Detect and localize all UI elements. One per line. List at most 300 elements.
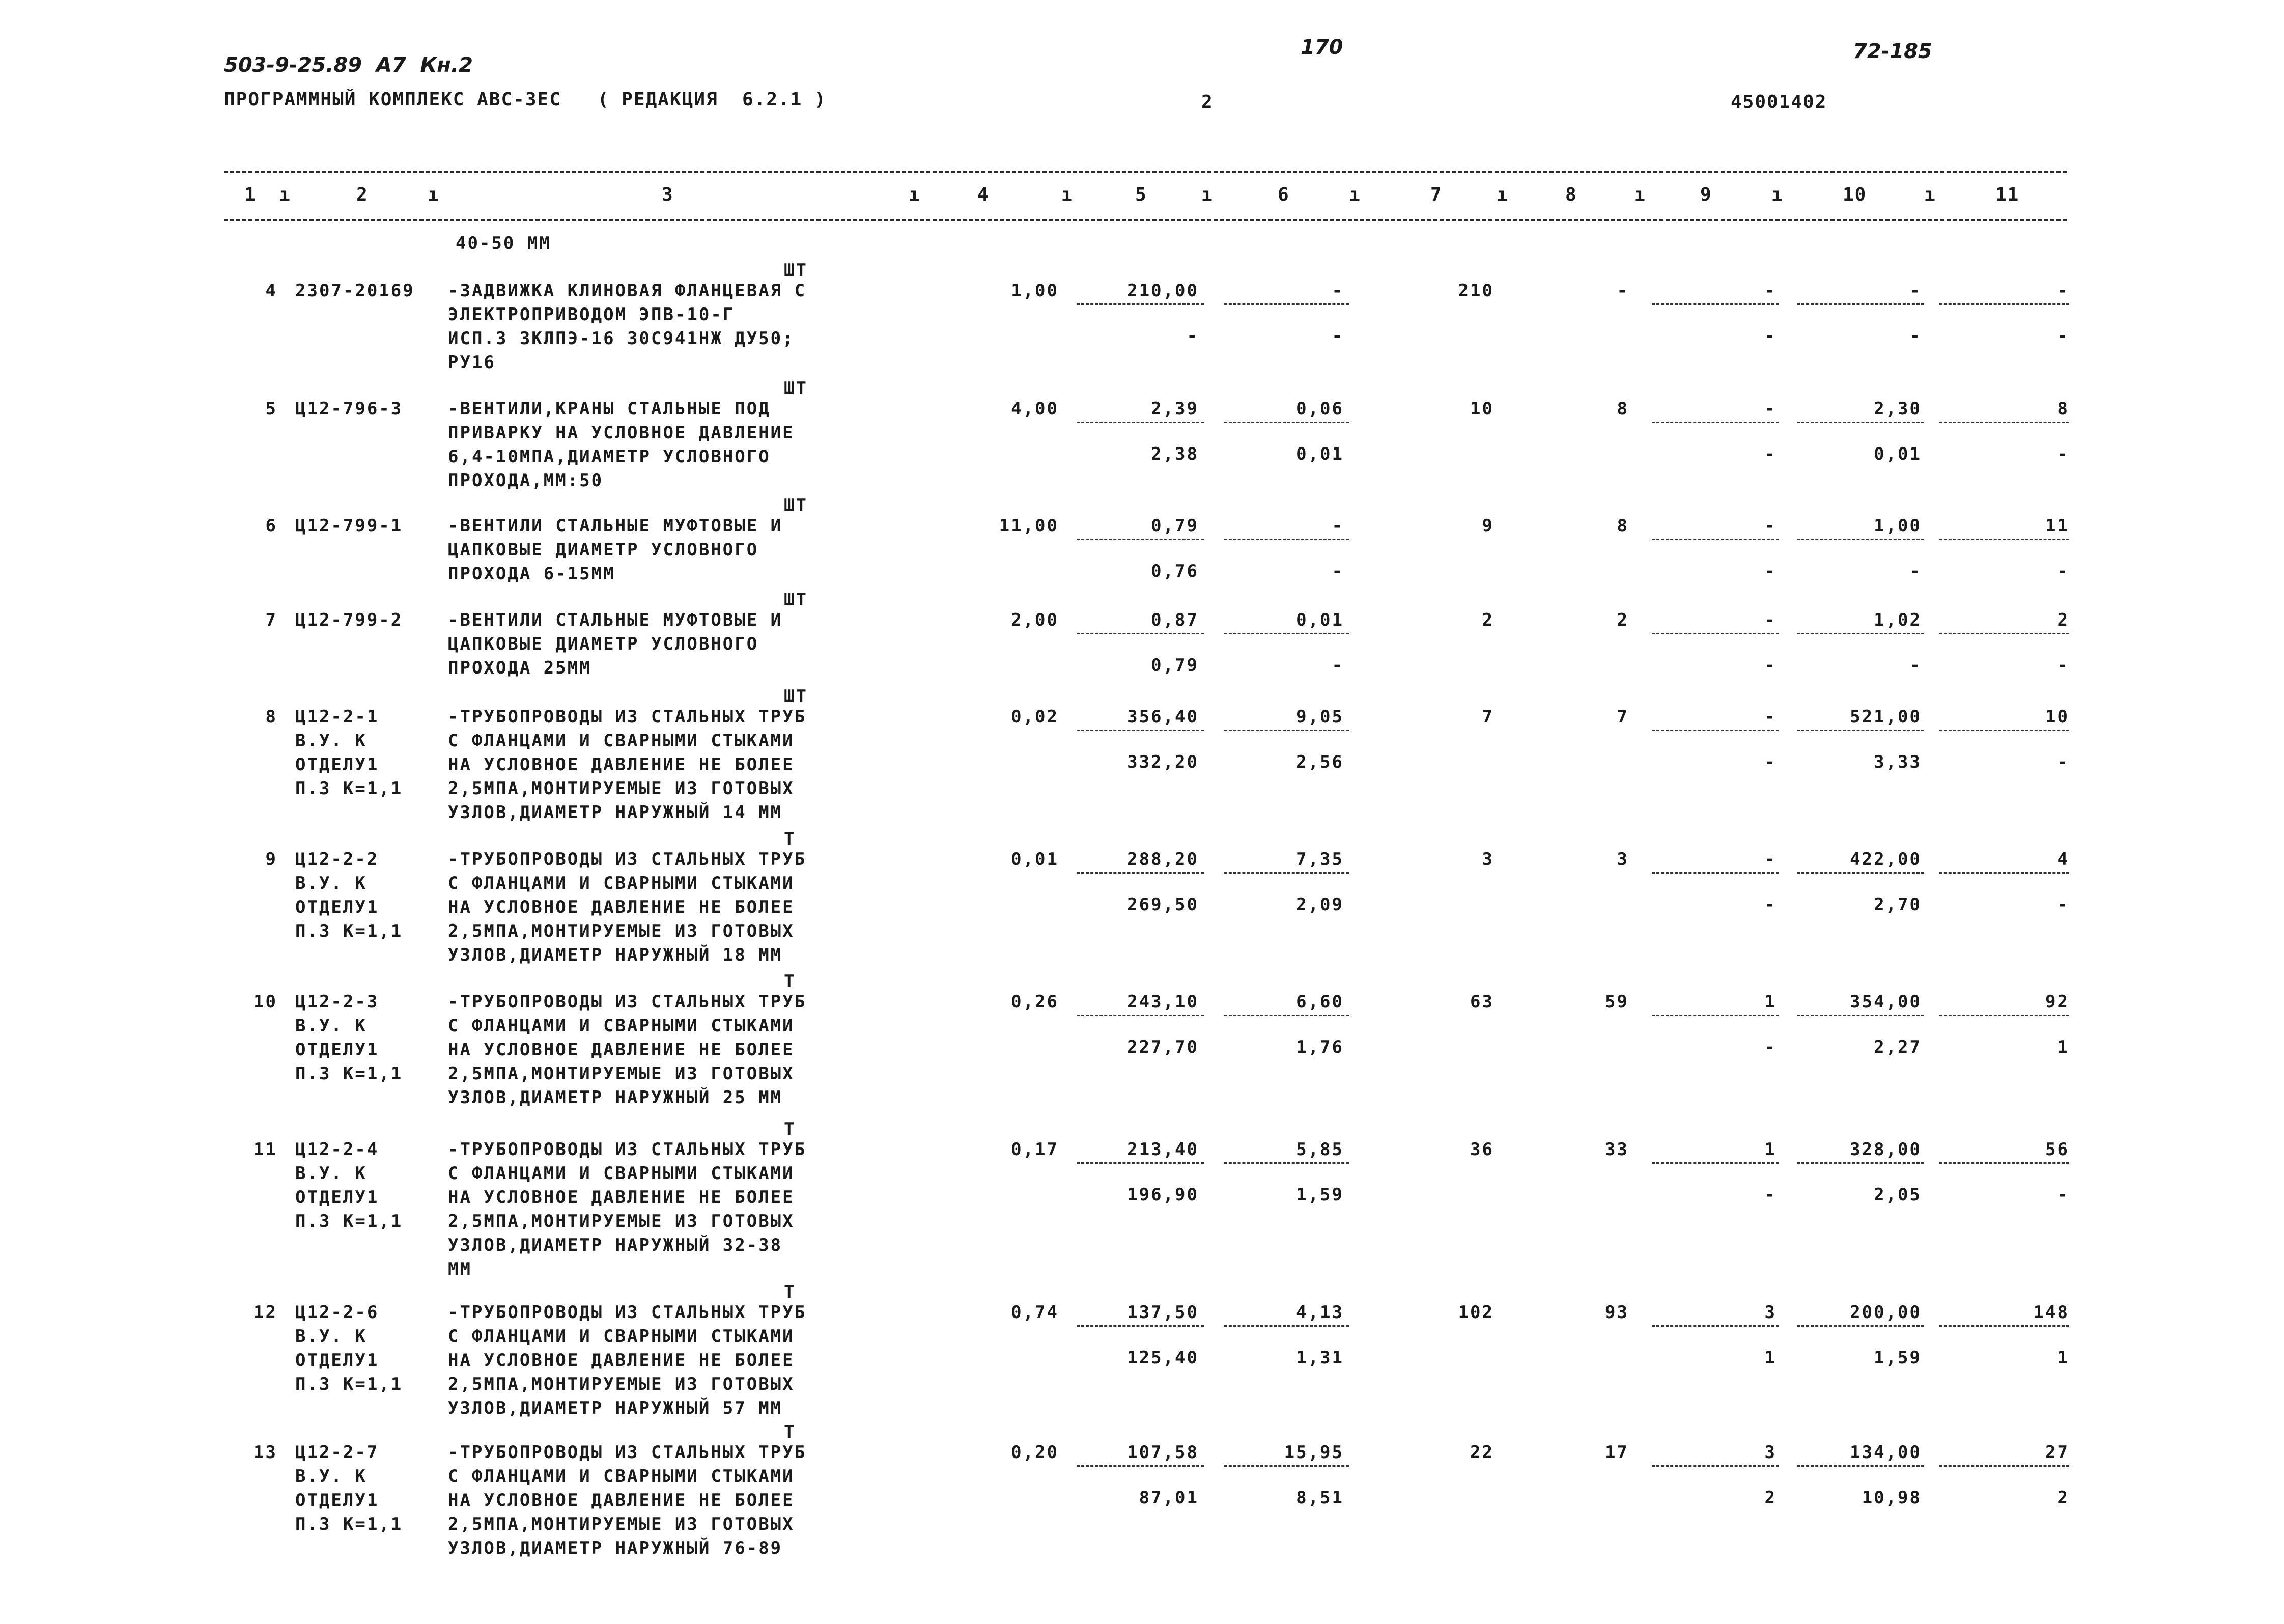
cell-divider [1652, 422, 1779, 423]
machinery-total-sub-value: - [1764, 326, 1777, 346]
total-cost-value: 10 [1470, 399, 1494, 419]
machinery-cost-value: 6,60 [1296, 992, 1344, 1012]
rate-code: ОТДЕЛУ1 [295, 1490, 379, 1510]
work-description: НА УСЛОВНОЕ ДАВЛЕНИЕ НЕ БОЛЕЕ [448, 1350, 795, 1370]
handwritten-sheet-number: 170 [1301, 36, 1343, 59]
work-description: УЗЛОВ,ДИАМЕТР НАРУЖНЫЙ 32-38 [448, 1235, 783, 1255]
column-separator: ı [1771, 184, 1784, 205]
machinery-cost-value: 0,06 [1296, 399, 1344, 419]
rate-code: П.3 К=1,1 [295, 1374, 403, 1394]
rate-code: П.3 К=1,1 [295, 1063, 403, 1084]
labor-value: 521,00 [1850, 707, 1922, 727]
labor-sub-value: 2,27 [1874, 1037, 1922, 1057]
row-number: 12 [253, 1302, 277, 1323]
labor-sub-value: 3,33 [1874, 752, 1922, 772]
work-description: НА УСЛОВНОЕ ДАВЛЕНИЕ НЕ БОЛЕЕ [448, 1040, 795, 1060]
work-description: 2,5МПА,МОНТИРУЕМЫЕ ИЗ ГОТОВЫХ [448, 778, 795, 799]
row-number: 11 [253, 1139, 277, 1160]
cell-divider [1224, 730, 1349, 731]
total-cost-value: 63 [1470, 992, 1494, 1012]
work-description: -ТРУБОПРОВОДЫ ИЗ СТАЛЬНЫХ ТРУБ [448, 1302, 807, 1323]
unit-label: ШТ [784, 378, 808, 399]
cell-divider [1077, 1465, 1204, 1467]
cell-divider [1797, 1465, 1924, 1467]
rate-code: В.У. К [295, 1466, 367, 1487]
wage-value: 33 [1605, 1139, 1629, 1160]
work-description: 2,5МПА,МОНТИРУЕМЫЕ ИЗ ГОТОВЫХ [448, 921, 795, 941]
wage-value: 7 [1617, 707, 1629, 727]
cell-divider [1939, 1015, 2069, 1016]
labor-value: 354,00 [1850, 992, 1922, 1012]
total-cost-value: 2 [1482, 610, 1494, 630]
machinery-total-sub-value: - [1764, 1185, 1777, 1205]
cell-divider [1939, 1465, 2069, 1467]
column-separator: ı [1061, 184, 1074, 205]
unit-cost-value: 288,20 [1127, 849, 1199, 870]
unit-cost-value: 2,39 [1151, 399, 1199, 419]
rate-code: Ц12-2-7 [295, 1442, 379, 1463]
machinery-total-value: 3 [1764, 1442, 1777, 1463]
work-description: С ФЛАНЦАМИ И СВАРНЫМИ СТЫКАМИ [448, 1016, 795, 1036]
cell-divider [1939, 872, 2069, 874]
cell-divider [1939, 1325, 2069, 1327]
rate-code: 2307-20169 [295, 281, 415, 301]
unit-cost-sub-value: 0,79 [1151, 655, 1199, 676]
labor-sub-value: 1,59 [1874, 1348, 1922, 1368]
wage-value: 3 [1617, 849, 1629, 870]
machinery-total-sub-value: - [1764, 444, 1777, 464]
unit-cost-sub-value: 196,90 [1127, 1185, 1199, 1205]
cell-divider [1939, 539, 2069, 540]
machinery-total-value: - [1764, 849, 1777, 870]
labor-total-sub-value: - [2057, 894, 2069, 915]
column-header: 1 [244, 184, 257, 205]
machinery-cost-sub-value: 1,76 [1296, 1037, 1344, 1057]
column-header: 7 [1430, 184, 1443, 205]
cell-divider [1939, 422, 2069, 423]
cell-divider [1652, 872, 1779, 874]
cell-divider [1652, 539, 1779, 540]
labor-total-sub-value: 1 [2057, 1037, 2069, 1057]
work-description: -ВЕНТИЛИ СТАЛЬНЫЕ МУФТОВЫЕ И [448, 516, 783, 536]
labor-sub-value: 0,01 [1874, 444, 1922, 464]
labor-total-sub-value: 1 [2057, 1348, 2069, 1368]
labor-sub-value: 2,05 [1874, 1185, 1922, 1205]
machinery-cost-sub-value: 1,31 [1296, 1348, 1344, 1368]
quantity-value: 0,26 [1011, 992, 1059, 1012]
labor-total-value: 56 [2045, 1139, 2069, 1160]
unit-cost-value: 0,87 [1151, 610, 1199, 630]
work-description: НА УСЛОВНОЕ ДАВЛЕНИЕ НЕ БОЛЕЕ [448, 754, 795, 775]
unit-cost-sub-value: 227,70 [1127, 1037, 1199, 1057]
row-number: 7 [265, 610, 277, 630]
machinery-cost-sub-value: 2,09 [1296, 894, 1344, 915]
quantity-value: 1,00 [1011, 281, 1059, 301]
cell-divider [1077, 730, 1204, 731]
labor-value: - [1909, 281, 1922, 301]
cell-divider [1797, 1162, 1924, 1164]
work-description: ИСП.3 ЗКЛПЭ-16 30С941НЖ ДУ50; [448, 328, 795, 349]
cell-divider [1224, 303, 1349, 305]
cell-divider [1939, 1162, 2069, 1164]
labor-total-value: 8 [2057, 399, 2069, 419]
quantity-value: 11,00 [999, 516, 1059, 536]
work-description: УЗЛОВ,ДИАМЕТР НАРУЖНЫЙ 18 ММ [448, 945, 783, 965]
labor-total-sub-value: - [2057, 1185, 2069, 1205]
labor-total-value: 11 [2045, 516, 2069, 536]
cell-divider [1652, 1015, 1779, 1016]
work-description: УЗЛОВ,ДИАМЕТР НАРУЖНЫЙ 76-89 [448, 1538, 783, 1558]
total-cost-value: 36 [1470, 1139, 1494, 1160]
unit-cost-value: 0,79 [1151, 516, 1199, 536]
rate-code: Ц12-2-2 [295, 849, 379, 870]
machinery-cost-sub-value: 1,59 [1296, 1185, 1344, 1205]
machinery-total-sub-value: - [1764, 655, 1777, 676]
work-description: РУ16 [448, 352, 496, 373]
wage-value: 8 [1617, 399, 1629, 419]
cell-divider [1077, 303, 1204, 305]
cell-divider [1939, 730, 2069, 731]
machinery-total-sub-value: - [1764, 1037, 1777, 1057]
cell-divider [1077, 422, 1204, 423]
rate-code: ОТДЕЛУ1 [295, 1040, 379, 1060]
cell-divider [1224, 539, 1349, 540]
machinery-total-sub-value: - [1764, 752, 1777, 772]
machinery-cost-value: 4,13 [1296, 1302, 1344, 1323]
rate-code: Ц12-2-4 [295, 1139, 379, 1160]
rate-code: ОТДЕЛУ1 [295, 897, 379, 917]
machinery-total-sub-value: - [1764, 894, 1777, 915]
machinery-cost-value: 0,01 [1296, 610, 1344, 630]
work-description: 2,5МПА,МОНТИРУЕМЫЕ ИЗ ГОТОВЫХ [448, 1211, 795, 1231]
work-description: 6,4-10МПА,ДИАМЕТР УСЛОВНОГО [448, 446, 771, 467]
cell-divider [1077, 1325, 1204, 1327]
total-cost-value: 3 [1482, 849, 1494, 870]
rate-code: ОТДЕЛУ1 [295, 754, 379, 775]
column-separator: ı [279, 184, 291, 205]
labor-total-value: 148 [2033, 1302, 2069, 1323]
rate-code: Ц12-799-2 [295, 610, 403, 630]
work-description: -ТРУБОПРОВОДЫ ИЗ СТАЛЬНЫХ ТРУБ [448, 707, 807, 727]
unit-cost-value: 243,10 [1127, 992, 1199, 1012]
work-description: НА УСЛОВНОЕ ДАВЛЕНИЕ НЕ БОЛЕЕ [448, 897, 795, 917]
unit-label: ШТ [784, 260, 808, 281]
rate-code: В.У. К [295, 1326, 367, 1347]
document-code: 45001402 [1731, 92, 1827, 113]
wage-value: 93 [1605, 1302, 1629, 1323]
work-description: -ЗАДВИЖКА КЛИНОВАЯ ФЛАНЦЕВАЯ С [448, 281, 807, 301]
machinery-total-value: 3 [1764, 1302, 1777, 1323]
wage-value: 2 [1617, 610, 1629, 630]
column-header: 5 [1135, 184, 1147, 205]
machinery-total-value: - [1764, 610, 1777, 630]
rate-code: ОТДЕЛУ1 [295, 1187, 379, 1208]
total-cost-value: 9 [1482, 516, 1494, 536]
labor-value: 328,00 [1850, 1139, 1922, 1160]
labor-sub-value: - [1909, 326, 1922, 346]
rate-code: Ц12-2-6 [295, 1302, 379, 1323]
wage-value: 59 [1605, 992, 1629, 1012]
cell-divider [1224, 1015, 1349, 1016]
column-separator: ı [1201, 184, 1214, 205]
rate-code: Ц12-799-1 [295, 516, 403, 536]
carryover-text: 40-50 ММ [456, 233, 551, 254]
machinery-total-value: - [1764, 399, 1777, 419]
total-cost-value: 102 [1458, 1302, 1494, 1323]
column-header: 9 [1700, 184, 1712, 205]
row-number: 9 [265, 849, 277, 870]
work-description: С ФЛАНЦАМИ И СВАРНЫМИ СТЫКАМИ [448, 1466, 795, 1487]
work-description: ПРИВАРКУ НА УСЛОВНОЕ ДАВЛЕНИЕ [448, 423, 795, 443]
labor-sub-value: - [1909, 655, 1922, 676]
column-separator: ı [1497, 184, 1509, 205]
machinery-cost-value: 9,05 [1296, 707, 1344, 727]
work-description: С ФЛАНЦАМИ И СВАРНЫМИ СТЫКАМИ [448, 873, 795, 893]
machinery-cost-sub-value: - [1332, 655, 1344, 676]
work-description: -ТРУБОПРОВОДЫ ИЗ СТАЛЬНЫХ ТРУБ [448, 849, 807, 870]
labor-value: 2,30 [1874, 399, 1922, 419]
machinery-cost-value: 7,35 [1296, 849, 1344, 870]
labor-total-sub-value: - [2057, 444, 2069, 464]
unit-cost-sub-value: 125,40 [1127, 1348, 1199, 1368]
column-header: 2 [356, 184, 369, 205]
cell-divider [1652, 303, 1779, 305]
machinery-total-value: - [1764, 707, 1777, 727]
quantity-value: 4,00 [1011, 399, 1059, 419]
machinery-cost-value: - [1332, 516, 1344, 536]
quantity-value: 0,02 [1011, 707, 1059, 727]
rate-code: Ц12-2-1 [295, 707, 379, 727]
machinery-cost-sub-value: - [1332, 326, 1344, 346]
column-header: 3 [662, 184, 674, 205]
cell-divider [1652, 1325, 1779, 1327]
column-separator: ı [1634, 184, 1646, 205]
machinery-total-sub-value: 1 [1764, 1348, 1777, 1368]
cell-divider [1224, 1162, 1349, 1164]
work-description: С ФЛАНЦАМИ И СВАРНЫМИ СТЫКАМИ [448, 1163, 795, 1184]
cell-divider [1077, 1015, 1204, 1016]
quantity-value: 0,17 [1011, 1139, 1059, 1160]
wage-value: - [1617, 281, 1629, 301]
work-description: -ВЕНТИЛИ,КРАНЫ СТАЛЬНЫЕ ПОД [448, 399, 771, 419]
wage-value: 17 [1605, 1442, 1629, 1463]
labor-total-value: 10 [2045, 707, 2069, 727]
machinery-total-value: 1 [1764, 1139, 1777, 1160]
column-header: 11 [1995, 184, 2020, 205]
cell-divider [1652, 1465, 1779, 1467]
work-description: УЗЛОВ,ДИАМЕТР НАРУЖНЫЙ 57 ММ [448, 1398, 783, 1418]
work-description: С ФЛАНЦАМИ И СВАРНЫМИ СТЫКАМИ [448, 1326, 795, 1347]
quantity-value: 0,20 [1011, 1442, 1059, 1463]
machinery-total-value: - [1764, 281, 1777, 301]
row-number: 13 [253, 1442, 277, 1463]
unit-cost-value: 137,50 [1127, 1302, 1199, 1323]
cell-divider [1652, 1162, 1779, 1164]
labor-value: 1,00 [1874, 516, 1922, 536]
work-description: НА УСЛОВНОЕ ДАВЛЕНИЕ НЕ БОЛЕЕ [448, 1187, 795, 1208]
unit-cost-value: 213,40 [1127, 1139, 1199, 1160]
machinery-total-value: - [1764, 516, 1777, 536]
labor-sub-value: - [1909, 561, 1922, 581]
rate-code: В.У. К [295, 1016, 367, 1036]
work-description: -ВЕНТИЛИ СТАЛЬНЫЕ МУФТОВЫЕ И [448, 610, 783, 630]
rate-code: П.3 К=1,1 [295, 1211, 403, 1231]
work-description: ЭЛЕКТРОПРИВОДОМ ЭПВ-10-Г [448, 304, 735, 325]
cell-divider [1939, 633, 2069, 634]
cell-divider [1224, 1465, 1349, 1467]
work-description: УЗЛОВ,ДИАМЕТР НАРУЖНЫЙ 25 ММ [448, 1087, 783, 1108]
labor-total-value: 2 [2057, 610, 2069, 630]
rate-code: ОТДЕЛУ1 [295, 1350, 379, 1370]
unit-cost-sub-value: - [1187, 326, 1199, 346]
labor-total-value: 92 [2045, 992, 2069, 1012]
rate-code: Ц12-2-3 [295, 992, 379, 1012]
rate-code: П.3 К=1,1 [295, 921, 403, 941]
labor-total-sub-value: - [2057, 655, 2069, 676]
unit-cost-value: 356,40 [1127, 707, 1199, 727]
program-title: ПРОГРАММНЫЙ КОМПЛЕКС АВС-3ЕС ( РЕДАКЦИЯ 6.2.1 ) [224, 89, 827, 110]
cell-divider [1797, 730, 1924, 731]
row-number: 8 [265, 707, 277, 727]
column-header: 10 [1843, 184, 1867, 205]
cell-divider [1797, 539, 1924, 540]
cell-divider [1797, 1015, 1924, 1016]
wage-value: 8 [1617, 516, 1629, 536]
machinery-cost-sub-value: 2,56 [1296, 752, 1344, 772]
labor-total-value: - [2057, 281, 2069, 301]
labor-total-value: 4 [2057, 849, 2069, 870]
machinery-total-sub-value: - [1764, 561, 1777, 581]
total-cost-value: 22 [1470, 1442, 1494, 1463]
labor-total-sub-value: - [2057, 326, 2069, 346]
labor-value: 1,02 [1874, 610, 1922, 630]
work-description: ЦАПКОВЫЕ ДИАМЕТР УСЛОВНОГО [448, 540, 759, 560]
machinery-cost-sub-value: 8,51 [1296, 1488, 1344, 1508]
rate-code: П.3 К=1,1 [295, 1514, 403, 1534]
unit-label: Т [784, 1119, 796, 1139]
column-separator: ı [909, 184, 921, 205]
header-bottom-rule [224, 219, 2067, 221]
unit-cost-sub-value: 0,76 [1151, 561, 1199, 581]
labor-value: 422,00 [1850, 849, 1922, 870]
work-description: 2,5МПА,МОНТИРУЕМЫЕ ИЗ ГОТОВЫХ [448, 1374, 795, 1394]
column-separator: ı [1349, 184, 1361, 205]
machinery-cost-value: 5,85 [1296, 1139, 1344, 1160]
total-cost-value: 210 [1458, 281, 1494, 301]
work-description: НА УСЛОВНОЕ ДАВЛЕНИЕ НЕ БОЛЕЕ [448, 1490, 795, 1510]
header-top-rule [224, 171, 2067, 173]
handwritten-page-ref: 72-185 [1853, 40, 1932, 63]
unit-cost-value: 107,58 [1127, 1442, 1199, 1463]
quantity-value: 2,00 [1011, 610, 1059, 630]
work-description: -ТРУБОПРОВОДЫ ИЗ СТАЛЬНЫХ ТРУБ [448, 1442, 807, 1463]
unit-label: Т [784, 1422, 796, 1442]
cell-divider [1797, 303, 1924, 305]
cell-divider [1224, 872, 1349, 874]
rate-code: В.У. К [295, 1163, 367, 1184]
unit-label: ШТ [784, 495, 808, 516]
unit-label: Т [784, 829, 796, 849]
column-separator: ı [1924, 184, 1936, 205]
work-description: -ТРУБОПРОВОДЫ ИЗ СТАЛЬНЫХ ТРУБ [448, 1139, 807, 1160]
column-header: 8 [1565, 184, 1577, 205]
labor-total-sub-value: - [2057, 561, 2069, 581]
cell-divider [1077, 539, 1204, 540]
work-description: УЗЛОВ,ДИАМЕТР НАРУЖНЫЙ 14 ММ [448, 802, 783, 823]
cell-divider [1652, 730, 1779, 731]
column-header: 4 [977, 184, 990, 205]
work-description: ПРОХОДА,ММ:50 [448, 470, 604, 491]
cell-divider [1939, 303, 2069, 305]
work-description: С ФЛАНЦАМИ И СВАРНЫМИ СТЫКАМИ [448, 731, 795, 751]
row-number: 4 [265, 281, 277, 301]
labor-value: 200,00 [1850, 1302, 1922, 1323]
unit-label: ШТ [784, 686, 808, 707]
page-number: 2 [1201, 92, 1214, 113]
cell-divider [1077, 633, 1204, 634]
rate-code: В.У. К [295, 731, 367, 751]
cell-divider [1224, 422, 1349, 423]
cell-divider [1077, 1162, 1204, 1164]
machinery-cost-value: 15,95 [1284, 1442, 1344, 1463]
cell-divider [1224, 633, 1349, 634]
labor-sub-value: 10,98 [1862, 1488, 1922, 1508]
unit-cost-sub-value: 87,01 [1139, 1488, 1199, 1508]
unit-cost-sub-value: 332,20 [1127, 752, 1199, 772]
labor-sub-value: 2,70 [1874, 894, 1922, 915]
unit-label: ШТ [784, 590, 808, 610]
labor-total-sub-value: - [2057, 752, 2069, 772]
machinery-cost-value: - [1332, 281, 1344, 301]
work-description: ПРОХОДА 25ММ [448, 658, 591, 678]
unit-label: Т [784, 971, 796, 992]
handwritten-doc-ref: 503-9-25.89 А7 Кн.2 [224, 53, 473, 77]
row-number: 6 [265, 516, 277, 536]
unit-label: Т [784, 1282, 796, 1302]
work-description: -ТРУБОПРОВОДЫ ИЗ СТАЛЬНЫХ ТРУБ [448, 992, 807, 1012]
quantity-value: 0,74 [1011, 1302, 1059, 1323]
machinery-cost-sub-value: 0,01 [1296, 444, 1344, 464]
work-description: ПРОХОДА 6-15ММ [448, 564, 615, 584]
rate-code: П.3 К=1,1 [295, 778, 403, 799]
work-description: 2,5МПА,МОНТИРУЕМЫЕ ИЗ ГОТОВЫХ [448, 1063, 795, 1084]
machinery-total-sub-value: 2 [1764, 1488, 1777, 1508]
cell-divider [1797, 633, 1924, 634]
cell-divider [1797, 872, 1924, 874]
cell-divider [1077, 872, 1204, 874]
machinery-total-value: 1 [1764, 992, 1777, 1012]
work-description: 2,5МПА,МОНТИРУЕМЫЕ ИЗ ГОТОВЫХ [448, 1514, 795, 1534]
quantity-value: 0,01 [1011, 849, 1059, 870]
unit-cost-value: 210,00 [1127, 281, 1199, 301]
work-description: ММ [448, 1259, 472, 1279]
cell-divider [1797, 1325, 1924, 1327]
row-number: 5 [265, 399, 277, 419]
work-description: ЦАПКОВЫЕ ДИАМЕТР УСЛОВНОГО [448, 634, 759, 654]
unit-cost-sub-value: 269,50 [1127, 894, 1199, 915]
machinery-cost-sub-value: - [1332, 561, 1344, 581]
unit-cost-sub-value: 2,38 [1151, 444, 1199, 464]
labor-total-sub-value: 2 [2057, 1488, 2069, 1508]
cell-divider [1224, 1325, 1349, 1327]
rate-code: Ц12-796-3 [295, 399, 403, 419]
row-number: 10 [253, 992, 277, 1012]
total-cost-value: 7 [1482, 707, 1494, 727]
column-separator: ı [428, 184, 440, 205]
cell-divider [1652, 633, 1779, 634]
rate-code: В.У. К [295, 873, 367, 893]
labor-total-value: 27 [2045, 1442, 2069, 1463]
